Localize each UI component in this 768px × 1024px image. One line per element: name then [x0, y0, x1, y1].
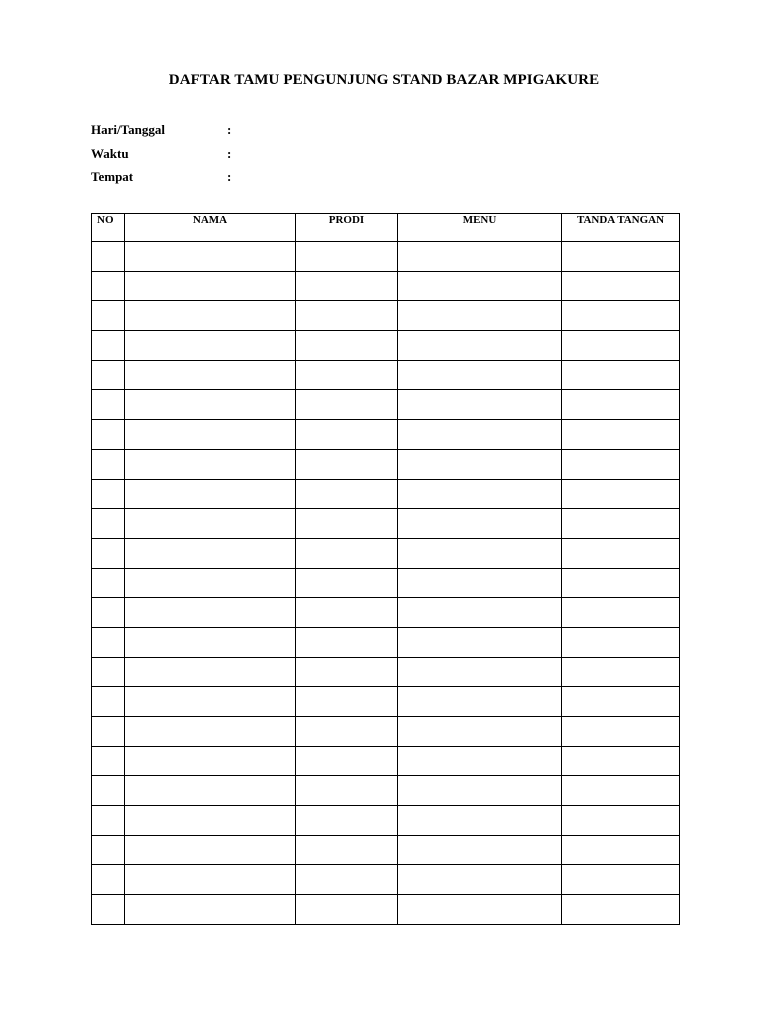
table-row: [92, 627, 680, 657]
cell-tanda-tangan: [562, 538, 680, 568]
cell-nama: [125, 449, 296, 479]
cell-nama: [125, 895, 296, 925]
cell-no: [92, 509, 125, 539]
cell-menu: [398, 242, 562, 272]
cell-no: [92, 895, 125, 925]
cell-menu: [398, 390, 562, 420]
cell-tanda-tangan: [562, 420, 680, 450]
cell-tanda-tangan: [562, 865, 680, 895]
cell-menu: [398, 627, 562, 657]
cell-prodi: [296, 627, 398, 657]
cell-prodi: [296, 242, 398, 272]
cell-prodi: [296, 509, 398, 539]
cell-no: [92, 687, 125, 717]
cell-menu: [398, 568, 562, 598]
cell-menu: [398, 895, 562, 925]
cell-no: [92, 776, 125, 806]
cell-no: [92, 865, 125, 895]
column-header-nama: NAMA: [125, 214, 296, 242]
cell-prodi: [296, 746, 398, 776]
table-header-row: [92, 214, 680, 242]
cell-prodi: [296, 538, 398, 568]
table-row: [92, 806, 680, 836]
cell-menu: [398, 687, 562, 717]
table-row: [92, 420, 680, 450]
cell-menu: [398, 835, 562, 865]
meta-label-date: Hari/Tanggal: [91, 122, 165, 137]
cell-no: [92, 598, 125, 628]
cell-prodi: [296, 776, 398, 806]
cell-no: [92, 835, 125, 865]
cell-menu: [398, 271, 562, 301]
cell-menu: [398, 331, 562, 361]
cell-menu: [398, 479, 562, 509]
cell-nama: [125, 687, 296, 717]
cell-tanda-tangan: [562, 271, 680, 301]
table-row: [92, 360, 680, 390]
meta-label-place: Tempat: [91, 169, 134, 184]
cell-no: [92, 627, 125, 657]
cell-prodi: [296, 420, 398, 450]
table-row: [92, 331, 680, 361]
cell-menu: [398, 598, 562, 628]
cell-nama: [125, 865, 296, 895]
cell-nama: [125, 627, 296, 657]
cell-tanda-tangan: [562, 360, 680, 390]
cell-nama: [125, 717, 296, 747]
cell-menu: [398, 717, 562, 747]
meta-label-time: Waktu: [91, 145, 129, 161]
cell-nama: [125, 390, 296, 420]
table-row: [92, 776, 680, 806]
cell-nama: [125, 776, 296, 806]
cell-tanda-tangan: [562, 301, 680, 331]
cell-nama: [125, 538, 296, 568]
cell-tanda-tangan: [562, 509, 680, 539]
table-row: [92, 479, 680, 509]
cell-nama: [125, 598, 296, 628]
table-row: [92, 538, 680, 568]
cell-nama: [125, 420, 296, 450]
cell-nama: [125, 271, 296, 301]
cell-prodi: [296, 717, 398, 747]
cell-prodi: [296, 895, 398, 925]
cell-tanda-tangan: [562, 331, 680, 361]
cell-tanda-tangan: [562, 568, 680, 598]
cell-prodi: [296, 360, 398, 390]
cell-tanda-tangan: [562, 479, 680, 509]
table-row: [92, 746, 680, 776]
table-row: [92, 271, 680, 301]
cell-nama: [125, 746, 296, 776]
cell-nama: [125, 301, 296, 331]
column-header-no: NO: [92, 214, 125, 242]
cell-no: [92, 242, 125, 272]
cell-menu: [398, 657, 562, 687]
cell-nama: [125, 360, 296, 390]
cell-menu: [398, 301, 562, 331]
cell-nama: [125, 479, 296, 509]
table-row: [92, 390, 680, 420]
cell-no: [92, 420, 125, 450]
table-row: [92, 598, 680, 628]
cell-no: [92, 360, 125, 390]
guest-table: [91, 213, 680, 925]
table-row: [92, 865, 680, 895]
table-row: [92, 242, 680, 272]
cell-tanda-tangan: [562, 242, 680, 272]
cell-no: [92, 746, 125, 776]
cell-nama: [125, 835, 296, 865]
meta-colon-time: :: [227, 145, 232, 161]
cell-menu: [398, 538, 562, 568]
table-row: [92, 449, 680, 479]
cell-nama: [125, 657, 296, 687]
cell-prodi: [296, 390, 398, 420]
cell-tanda-tangan: [562, 895, 680, 925]
cell-prodi: [296, 301, 398, 331]
cell-prodi: [296, 806, 398, 836]
cell-prodi: [296, 687, 398, 717]
cell-nama: [125, 331, 296, 361]
cell-menu: [398, 360, 562, 390]
cell-prodi: [296, 865, 398, 895]
cell-prodi: [296, 657, 398, 687]
meta-row-time: [91, 146, 391, 170]
cell-no: [92, 390, 125, 420]
cell-prodi: [296, 835, 398, 865]
cell-menu: [398, 776, 562, 806]
meta-colon-place: :: [227, 169, 232, 184]
cell-no: [92, 806, 125, 836]
cell-menu: [398, 509, 562, 539]
table-row: [92, 509, 680, 539]
cell-prodi: [296, 331, 398, 361]
cell-no: [92, 271, 125, 301]
cell-menu: [398, 746, 562, 776]
cell-tanda-tangan: [562, 598, 680, 628]
cell-prodi: [296, 449, 398, 479]
cell-no: [92, 568, 125, 598]
document-title: DAFTAR TAMU PENGUNJUNG STAND BAZAR MPIGAKURE: [168, 72, 600, 88]
cell-no: [92, 717, 125, 747]
cell-tanda-tangan: [562, 806, 680, 836]
cell-menu: [398, 449, 562, 479]
cell-tanda-tangan: [562, 657, 680, 687]
column-header-prodi: PRODI: [296, 214, 398, 242]
cell-menu: [398, 420, 562, 450]
cell-no: [92, 657, 125, 687]
cell-menu: [398, 865, 562, 895]
table-row: [92, 301, 680, 331]
cell-prodi: [296, 271, 398, 301]
cell-no: [92, 538, 125, 568]
cell-no: [92, 449, 125, 479]
cell-no: [92, 301, 125, 331]
table-row: [92, 717, 680, 747]
table-row: [92, 895, 680, 925]
column-header-menu: MENU: [398, 214, 562, 242]
cell-prodi: [296, 479, 398, 509]
table-row: [92, 568, 680, 598]
cell-menu: [398, 806, 562, 836]
meta-row-date: [91, 122, 391, 146]
cell-tanda-tangan: [562, 449, 680, 479]
table-row: [92, 687, 680, 717]
cell-tanda-tangan: [562, 835, 680, 865]
cell-nama: [125, 568, 296, 598]
cell-prodi: [296, 568, 398, 598]
column-header-tanda-tangan: TANDA TANGAN: [562, 214, 680, 242]
meta-row-place: [91, 169, 391, 193]
cell-nama: [125, 242, 296, 272]
cell-no: [92, 479, 125, 509]
cell-tanda-tangan: [562, 627, 680, 657]
cell-nama: [125, 509, 296, 539]
cell-tanda-tangan: [562, 390, 680, 420]
table-row: [92, 835, 680, 865]
cell-tanda-tangan: [562, 746, 680, 776]
cell-no: [92, 331, 125, 361]
cell-nama: [125, 806, 296, 836]
table-body: [92, 242, 680, 925]
cell-tanda-tangan: [562, 776, 680, 806]
cell-tanda-tangan: [562, 717, 680, 747]
cell-tanda-tangan: [562, 687, 680, 717]
meta-colon-date: :: [227, 122, 232, 137]
table-row: [92, 657, 680, 687]
cell-prodi: [296, 598, 398, 628]
meta-fields: [91, 122, 391, 193]
